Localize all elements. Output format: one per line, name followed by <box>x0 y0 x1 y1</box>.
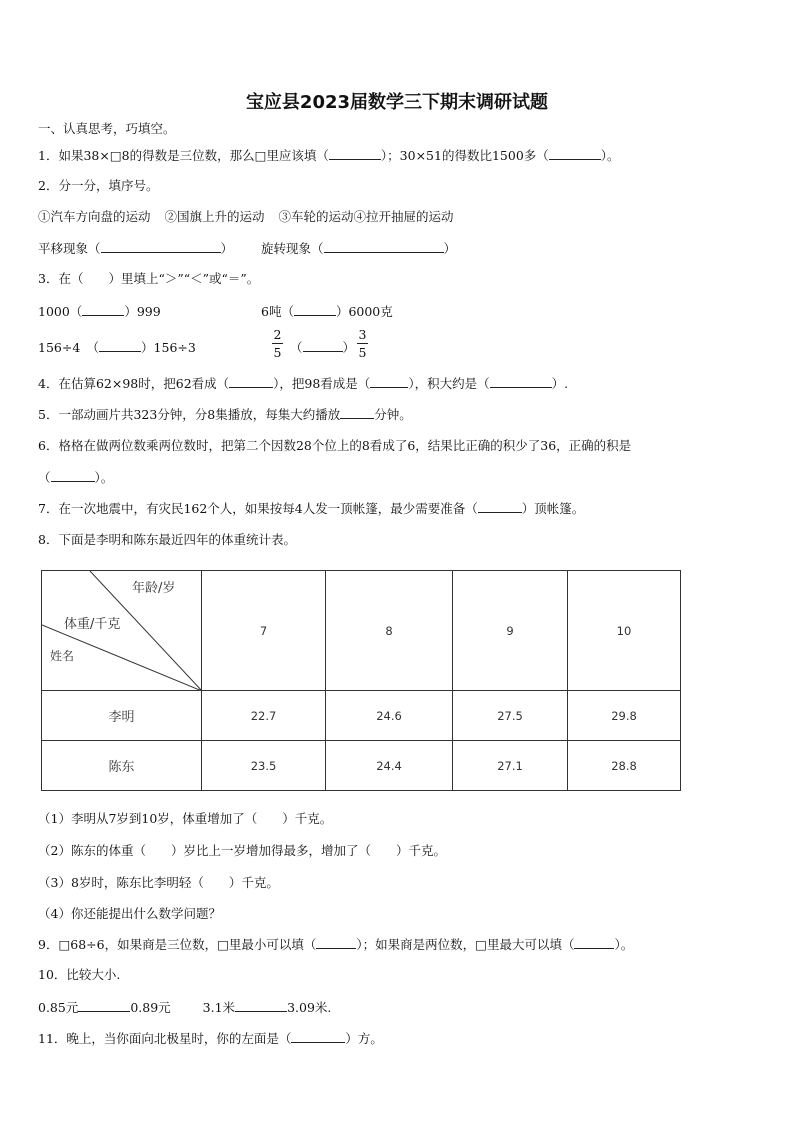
q1-blank-1[interactable] <box>329 146 381 160</box>
section-heading: 一、认真思考，巧填空。 <box>38 121 176 136</box>
q1-text-b: ）；30×51的得数比1500多（ <box>380 148 549 163</box>
q3-blank-2[interactable] <box>294 302 336 316</box>
question-6: 6．格格在做两位数乘两位数时，把第二个因数28个位上的8看成了6，结果比正确的积少了36，正确的积是 <box>38 438 632 453</box>
diagonal-header-cell <box>42 571 202 691</box>
question-6-answer <box>38 468 113 487</box>
question-4 <box>38 374 568 393</box>
q2-option-3: ③车轮的运动 <box>278 209 354 224</box>
q4-blank-3[interactable] <box>490 374 552 388</box>
question-11 <box>38 1029 383 1048</box>
q2-rotation-label: 旋转现象（ <box>261 241 324 256</box>
question-1 <box>38 146 620 165</box>
q3-blank-1[interactable] <box>82 302 124 316</box>
question-5 <box>38 405 412 424</box>
header-name-label: 姓名 <box>50 649 75 663</box>
q10-blank-1[interactable] <box>78 998 130 1012</box>
q3-item-3-left: 156÷4 （ <box>38 340 100 355</box>
table-cell: 28.8 <box>568 741 681 791</box>
weight-table <box>41 570 681 791</box>
question-2-options <box>38 208 454 226</box>
q3-item-1-left: 1000（ <box>38 304 83 319</box>
q4-blank-1[interactable] <box>229 374 273 388</box>
question-2-prompt: 2．分一分，填序号。 <box>38 178 159 193</box>
q3-fraction-1 <box>272 327 283 360</box>
q2-option-2: ②国旗上升的运动 <box>164 209 265 224</box>
q6-open: （ <box>38 470 51 485</box>
q6-blank[interactable] <box>51 468 95 482</box>
table-row <box>42 741 681 791</box>
header-age-label: 年龄/岁 <box>132 581 176 596</box>
row-name-cell: 李明 <box>42 691 202 741</box>
q1-text-c: ）。 <box>600 148 620 163</box>
q9-text-b: ）；如果商是两位数，□里最大可以填（ <box>356 937 575 952</box>
q9-blank-2[interactable] <box>574 935 614 949</box>
q2-rotation-close: ） <box>443 241 457 256</box>
fraction-denominator: 5 <box>358 345 367 360</box>
question-10-prompt: 10．比较大小. <box>38 967 121 982</box>
q3-item-2-left: 6吨（ <box>261 304 294 319</box>
fraction-numerator: 3 <box>358 327 367 342</box>
q8-sub-question-3: （3）8岁时，陈东比李明轻（ ）千克。 <box>38 875 279 890</box>
row-name-cell: 陈东 <box>42 741 202 791</box>
table-cell: 22.7 <box>202 691 326 741</box>
q2-translation-close: ） <box>220 241 234 256</box>
q3-item-3 <box>38 338 196 357</box>
q2-translation-blank[interactable] <box>101 239 221 253</box>
table-row <box>42 691 681 741</box>
q7-blank[interactable] <box>478 499 522 513</box>
q1-blank-2[interactable] <box>549 146 601 160</box>
q10-a-left: 0.85元 <box>38 1000 79 1015</box>
q10-b-right: 3.09米. <box>287 1000 332 1015</box>
q3-item-1-right: ）999 <box>124 304 161 319</box>
table-header-row <box>42 571 681 691</box>
q4-text-a: 4．在估算62×98时，把62看成（ <box>38 376 230 391</box>
table-cell: 27.1 <box>453 741 568 791</box>
q5-text-a: 5．一部动画片共323分钟，分8集播放，每集大约播放 <box>38 407 341 422</box>
question-3-prompt: 3．在（ ）里填上“＞”“＜”或“＝”。 <box>38 271 260 286</box>
q11-text-b: ）方。 <box>345 1031 383 1046</box>
question-7 <box>38 499 584 518</box>
q3-item-4-open: （ <box>290 340 303 355</box>
table-cell: 23.5 <box>202 741 326 791</box>
q5-blank[interactable] <box>340 405 374 419</box>
q2-translation-label: 平移现象（ <box>38 241 101 256</box>
question-8-prompt: 8．下面是李明和陈东最近四年的体重统计表。 <box>38 532 296 547</box>
table-cell: 24.4 <box>326 741 453 791</box>
q10-a-right: 0.89元 <box>130 1000 171 1015</box>
q5-text-b: 分钟。 <box>374 407 412 422</box>
age-header-cell: 10 <box>568 571 681 691</box>
q2-option-1: ①汽车方向盘的运动 <box>38 209 151 224</box>
question-10-items <box>38 998 331 1017</box>
age-header-cell: 7 <box>202 571 326 691</box>
q3-item-3-right: ）156÷3 <box>141 340 196 355</box>
page-title: 宝应县2023届数学三下期末调研试题 <box>245 92 549 113</box>
age-header-cell: 9 <box>453 571 568 691</box>
table-cell: 29.8 <box>568 691 681 741</box>
q3-item-4 <box>290 338 355 357</box>
header-weight-label: 体重/千克 <box>64 617 121 632</box>
q4-text-b: ），把98看成是（ <box>273 376 371 391</box>
table-cell: 27.5 <box>453 691 568 741</box>
q10-b-left: 3.1米 <box>202 1000 236 1015</box>
q4-text-c: ），积大约是（ <box>408 376 490 391</box>
q9-text-a: 9．□68÷6，如果商是三位数，□里最小可以填（ <box>38 937 317 952</box>
q4-text-d: ）. <box>551 376 569 391</box>
q10-blank-2[interactable] <box>235 998 287 1012</box>
q1-text-a: 1．如果38×□8的得数是三位数，那么□里应该填（ <box>38 148 329 163</box>
q7-text-a: 7．在一次地震中，有灾民162个人，如果按每4人发一顶帐篷，最少需要准备（ <box>38 501 478 516</box>
q8-sub-question-4: （4）你还能提出什么数学问题？ <box>38 906 221 921</box>
q9-text-c: ）。 <box>614 937 634 952</box>
q11-blank[interactable] <box>291 1029 345 1043</box>
q4-blank-2[interactable] <box>370 374 408 388</box>
fraction-denominator: 5 <box>273 345 282 360</box>
q9-blank-1[interactable] <box>316 935 356 949</box>
q3-blank-4[interactable] <box>303 338 343 352</box>
q3-item-1 <box>38 302 161 321</box>
q3-item-2-right: ）6000克 <box>335 304 393 319</box>
q3-item-2 <box>261 302 393 321</box>
question-9 <box>38 935 633 954</box>
fraction-numerator: 2 <box>273 327 282 342</box>
q2-rotation-blank[interactable] <box>324 239 444 253</box>
age-header-cell: 8 <box>326 571 453 691</box>
q3-item-4-close: ） <box>342 340 356 355</box>
q3-blank-3[interactable] <box>99 338 141 352</box>
q2-option-4: ④拉开抽屉的运动 <box>353 209 454 224</box>
q3-fraction-2 <box>357 327 368 360</box>
q7-text-b: ）顶帐篷。 <box>521 501 585 516</box>
q8-sub-question-1: （1）李明从7岁到10岁，体重增加了（ ）千克。 <box>38 811 333 826</box>
q6-close: ）。 <box>94 470 114 485</box>
q8-sub-question-2: （2）陈东的体重（ ）岁比上一岁增加得最多，增加了（ ）千克。 <box>38 843 446 858</box>
q11-text-a: 11．晚上，当你面向北极星时，你的左面是（ <box>38 1031 292 1046</box>
table-cell: 24.6 <box>326 691 453 741</box>
question-2-answers <box>38 239 456 258</box>
